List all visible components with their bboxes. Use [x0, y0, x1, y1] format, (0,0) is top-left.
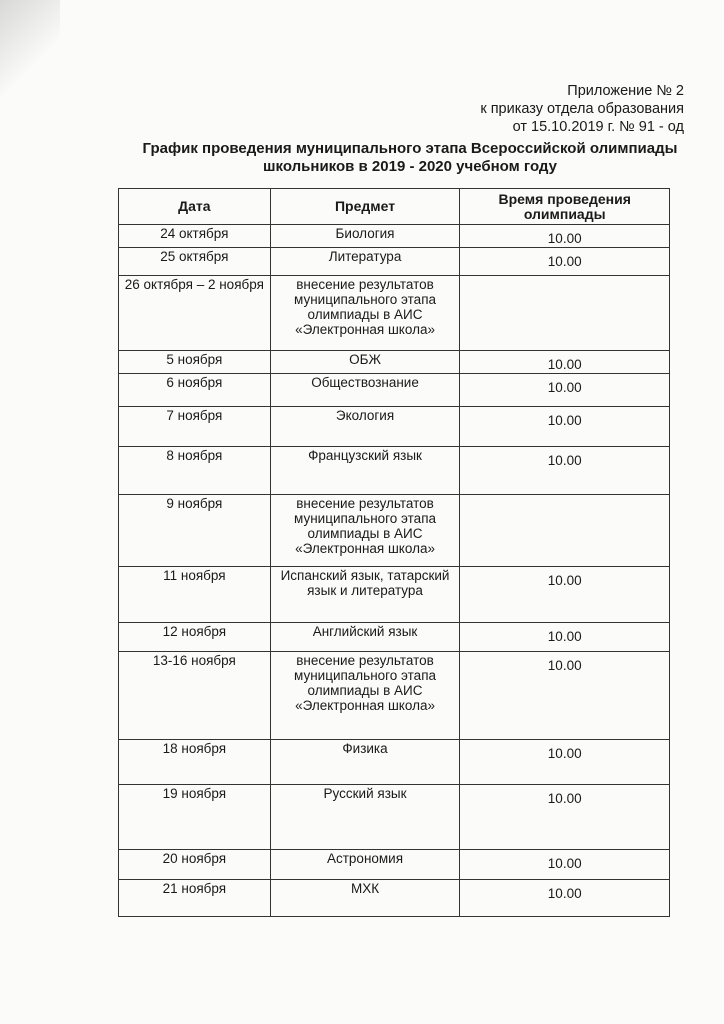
table-row [119, 248, 670, 276]
appendix-note [480, 82, 684, 136]
appendix-line: к приказу отдела образования [480, 101, 684, 117]
appendix-line: от 15.10.2019 г. № 91 - од [512, 119, 684, 135]
time-cell: 10.00 [460, 225, 670, 248]
date-cell: 12 ноября [119, 623, 271, 652]
time-cell: 10.00 [460, 407, 670, 447]
date-cell: 21 ноября [119, 880, 271, 917]
table-row [119, 276, 670, 351]
document-title [110, 140, 710, 176]
subject-cell: внесение результатов муниципального этапа олимпиады в АИС «Электронная школа» [270, 495, 460, 567]
subject-cell: внесение результатов муниципального этапа олимпиады в АИС «Электронная школа» [270, 276, 460, 351]
date-cell: 13-16 ноября [119, 652, 271, 740]
title-line: школьников в 2019 - 2020 учебном году [263, 158, 557, 175]
date-cell: 7 ноября [119, 407, 271, 447]
table-row [119, 374, 670, 407]
subject-cell: внесение результатов муниципального этапа олимпиады в АИС «Электронная школа» [270, 652, 460, 740]
table-row [119, 351, 670, 374]
table-row [119, 225, 670, 248]
table-row [119, 652, 670, 740]
subject-cell: Астрономия [270, 850, 460, 880]
date-cell: 18 ноября [119, 740, 271, 785]
subject-cell: Испанский язык, татарский язык и литература [270, 567, 460, 623]
subject-cell: Английский язык [270, 623, 460, 652]
time-cell: 10.00 [460, 785, 670, 850]
table-row [119, 850, 670, 880]
table-row [119, 880, 670, 917]
subject-cell: Французский язык [270, 447, 460, 495]
subject-cell: Экология [270, 407, 460, 447]
title-line: График проведения муниципального этапа Всероссийской олимпиады [142, 140, 678, 157]
table-row [119, 567, 670, 623]
table-row [119, 785, 670, 850]
time-cell: 10.00 [460, 880, 670, 917]
time-cell: 10.00 [460, 447, 670, 495]
subject-cell: Биология [270, 225, 460, 248]
date-cell: 11 ноября [119, 567, 271, 623]
time-cell [460, 495, 670, 567]
header-subject: Предмет [270, 189, 460, 225]
date-cell: 6 ноября [119, 374, 271, 407]
schedule-table [118, 188, 670, 917]
table-row [119, 447, 670, 495]
table-row [119, 623, 670, 652]
time-cell: 10.00 [460, 374, 670, 407]
header-time: Время проведения олимпиады [460, 189, 670, 225]
date-cell: 9 ноября [119, 495, 271, 567]
time-cell: 10.00 [460, 740, 670, 785]
subject-cell: Физика [270, 740, 460, 785]
subject-cell: ОБЖ [270, 351, 460, 374]
date-cell: 20 ноября [119, 850, 271, 880]
date-cell: 8 ноября [119, 447, 271, 495]
date-cell: 5 ноября [119, 351, 271, 374]
header-row [119, 189, 670, 225]
table-row [119, 740, 670, 785]
header-date: Дата [119, 189, 271, 225]
subject-cell: Обществознание [270, 374, 460, 407]
date-cell: 19 ноября [119, 785, 271, 850]
table-row [119, 495, 670, 567]
time-cell: 10.00 [460, 652, 670, 740]
subject-cell: Русский язык [270, 785, 460, 850]
appendix-line: Приложение № 2 [567, 83, 684, 99]
time-cell: 10.00 [460, 850, 670, 880]
subject-cell: Литература [270, 248, 460, 276]
date-cell: 26 октября – 2 ноября [119, 276, 271, 351]
time-cell: 10.00 [460, 248, 670, 276]
date-cell: 24 октября [119, 225, 271, 248]
table-row [119, 407, 670, 447]
time-cell: 10.00 [460, 351, 670, 374]
time-cell: 10.00 [460, 623, 670, 652]
time-cell: 10.00 [460, 567, 670, 623]
subject-cell: МХК [270, 880, 460, 917]
date-cell: 25 октября [119, 248, 271, 276]
scan-edge-shadow [0, 0, 60, 110]
time-cell [460, 276, 670, 351]
